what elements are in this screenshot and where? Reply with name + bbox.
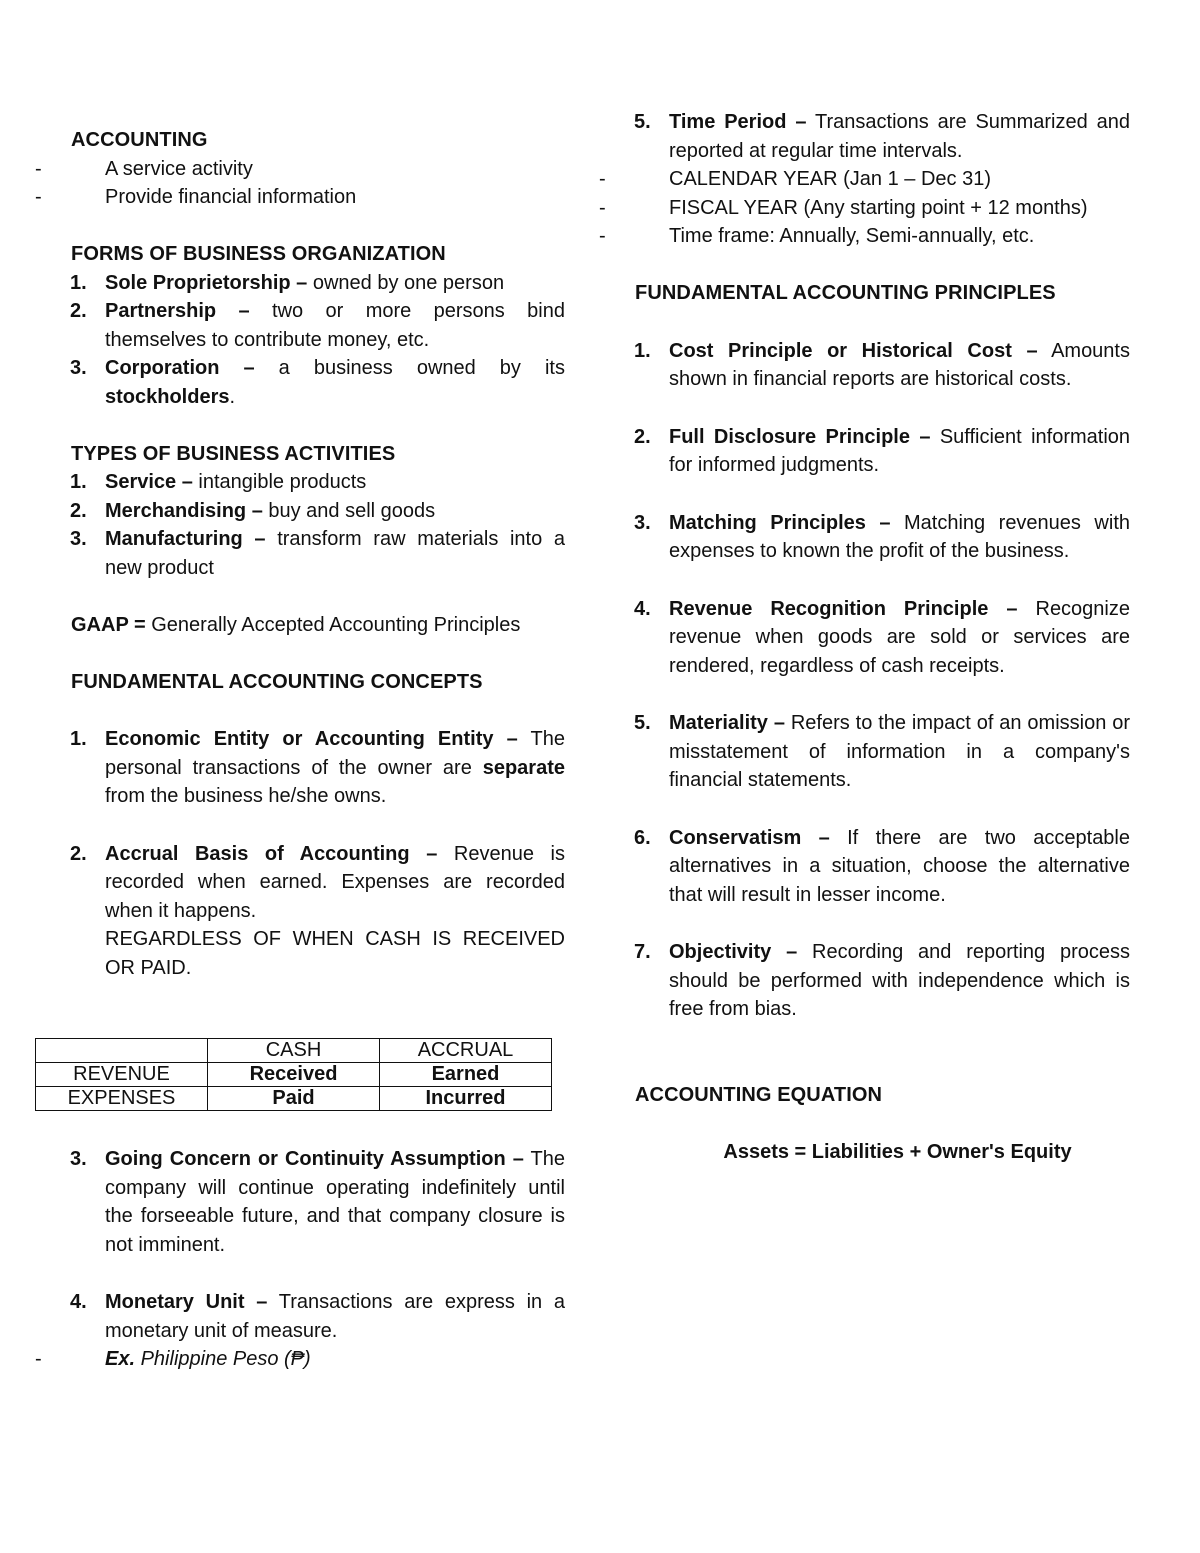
accounting-bullet: - Provide financial information [35,186,357,208]
principles-item: 1. Cost Principle or Historical Cost – Amounts shown in financial reports are historical costs. [634,339,1130,390]
time-period-bullet: - FISCAL YEAR (Any starting point + 12 months) [599,196,1088,219]
accounting-equation: Assets = Liabilities + Owner's Equity [723,1141,1072,1163]
types-heading: TYPES OF BUSINESS ACTIVITIES [71,442,396,465]
time-period-bullet: - Time frame: Annually, Semi-annually, etc. [599,225,1035,247]
table-row: REVENUE Received Earned [36,1063,552,1087]
forms-item: 1. Sole Proprietorship – owned by one person [70,271,505,294]
types-item: 3. Manufacturing – transform raw materials into a new product [70,528,565,579]
forms-heading: FORMS OF BUSINESS ORGANIZATION [71,243,446,265]
principles-heading: FUNDAMENTAL ACCOUNTING PRINCIPLES [635,282,1056,304]
example-bullet: - Ex. Philippine Peso (₱) [35,1348,311,1370]
principles-item: 7. Objectivity – Recording and reporting process should be performed with independence which is free from bias. [634,941,1130,1020]
principles-item: 5. Materiality – Refers to the impact of an omission or misstatement of information in a company's financial statements. [634,712,1131,791]
left-column-continued [35,1145,565,1374]
table-row: EXPENSES Paid Incurred [36,1087,552,1111]
types-item: 1. Service – intangible products [70,471,367,493]
concepts-heading: FUNDAMENTAL ACCOUNTING CONCEPTS [71,670,483,693]
equation-heading: ACCOUNTING EQUATION [635,1083,883,1106]
principles-item: 4. Revenue Recognition Principle – Recognize revenue when goods are sold or services are rendered, regardless of cash receipts. [634,597,1130,677]
forms-item: 3. Corporation – a business owned by its stockholders. [70,357,565,408]
concepts-item: 2. Accrual Basis of Accounting – Revenue is recorded when earned. Expenses are recorded when it happens. REGARDLESS OF WHEN CASH IS RECEIVED OR PAID. [70,842,565,979]
types-item: 2. Merchandising – buy and sell goods [70,499,436,522]
left-column [35,126,565,982]
time-period-item: 5. Time Period – Transactions are Summarized and reported at regular time intervals. [634,111,1130,162]
accounting-heading: ACCOUNTING [71,129,208,151]
time-period-bullet: - CALENDAR YEAR (Jan 1 – Dec 31) [599,168,991,190]
principles-item: 6. Conservatism – If there are two acceptable alternatives in a situation, choose the alternative that will result in lesser income. [634,826,1130,906]
cash-accrual-table [35,1038,552,1111]
right-column [599,108,1131,1167]
accounting-bullet: - A service activity [35,157,253,180]
concepts-item: 3. Going Concern or Continuity Assumption – The company will continue operating indefinitely until the forseeable future, and that company closure is not imminent. [70,1148,565,1256]
concepts-item: 4. Monetary Unit – Transactions are express in a monetary unit of measure. [70,1291,565,1342]
table-row: CASH ACCRUAL [36,1039,552,1063]
principles-item: 2. Full Disclosure Principle – Sufficient information for informed judgments. [634,425,1131,476]
principles-item: 3. Matching Principles – Matching revenues with expenses to known the profit of the business. [634,511,1130,562]
concepts-item: 1. Economic Entity or Accounting Entity – The personal transactions of the owner are separate from the business he/she owns. [70,728,565,807]
forms-item: 2. Partnership – two or more persons bind themselves to contribute money, etc. [70,300,565,351]
gaap-definition: GAAP = Generally Accepted Accounting Principles [71,613,521,636]
